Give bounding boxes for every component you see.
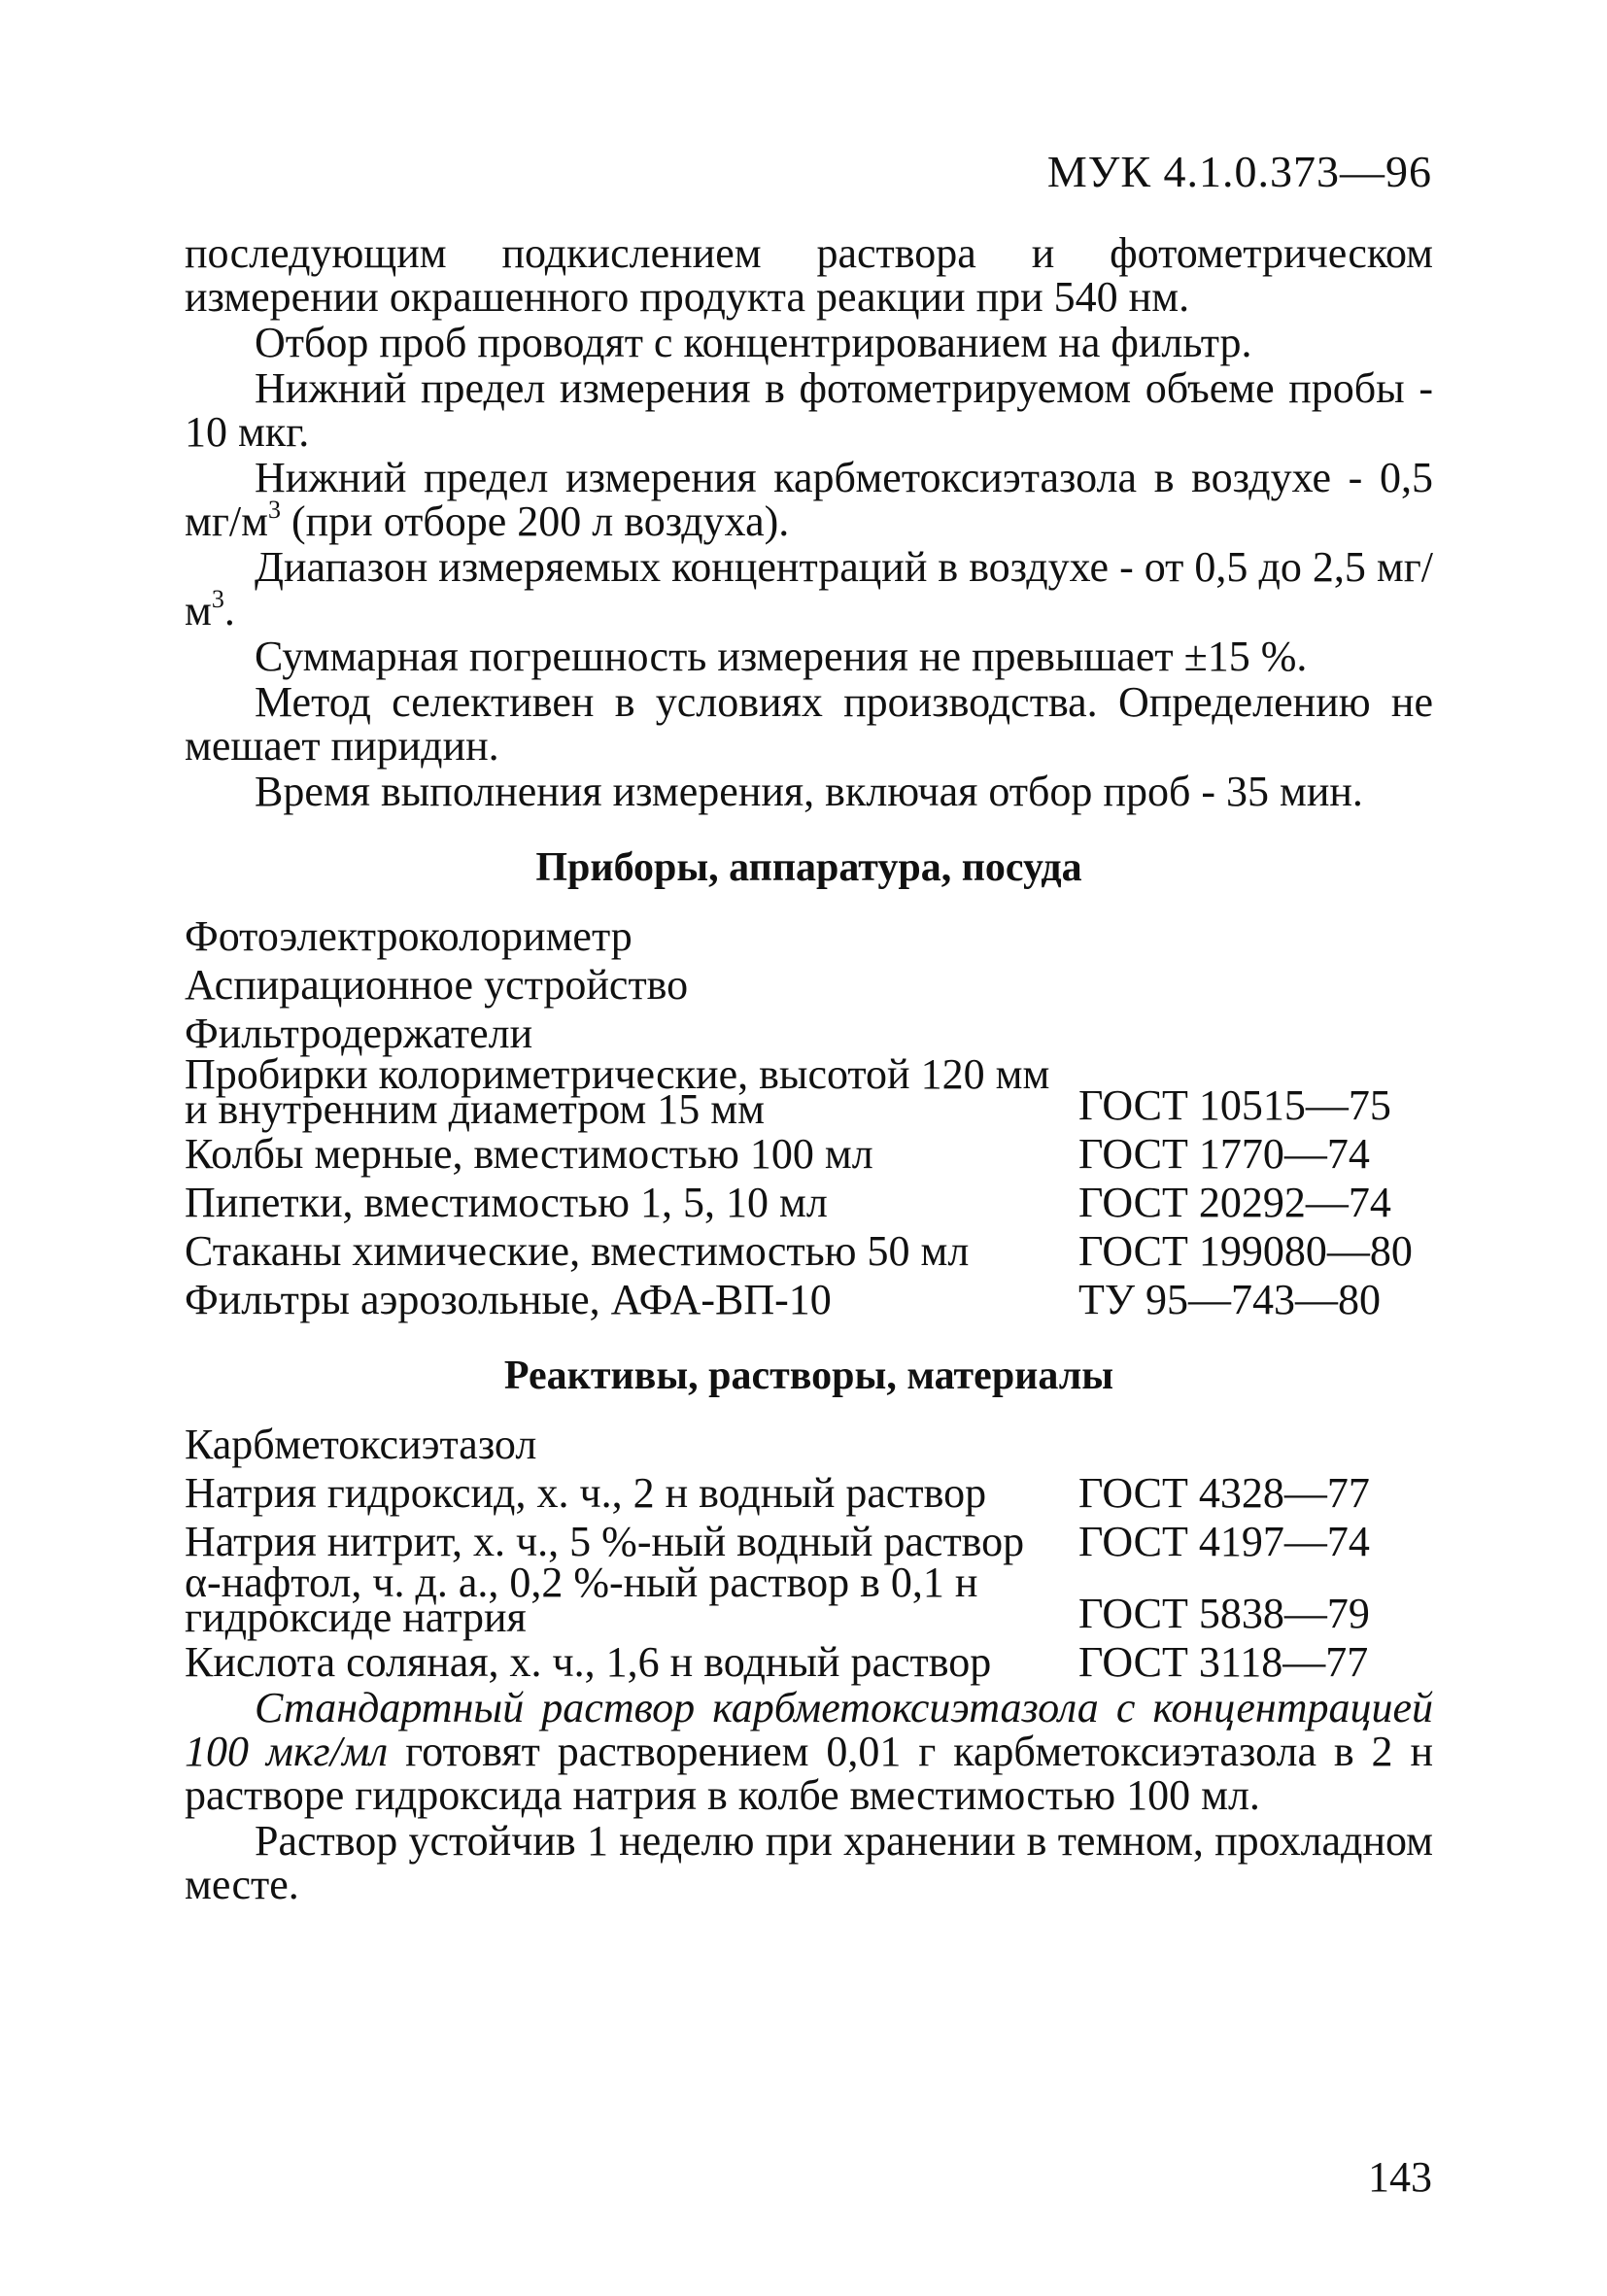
equipment-name: Фильтродержатели xyxy=(185,1010,533,1057)
equipment-row xyxy=(185,1178,1433,1224)
intro-paragraph-3: Нижний предел измерения в фотометрируемом объеме пробы - 10 мкг. xyxy=(185,364,1433,456)
equipment-standard: ГОСТ 10515—75 xyxy=(1078,1081,1391,1129)
equipment-row xyxy=(185,911,1433,958)
reagent-name: Карбметоксиэтазол xyxy=(185,1421,537,1468)
standard-solution-text: готовят растворением 0,01 г карбметоксиэтазола в 2 н растворе гидроксида натрия в колбе вместимостью 100 мл. xyxy=(185,1728,1433,1819)
error-paragraph: Суммарная погрешность измерения не превышает ±15 %. xyxy=(255,633,1308,680)
stability-paragraph: Раствор устойчив 1 неделю при хранении в темном, прохладном месте. xyxy=(185,1817,1433,1908)
reagent-row xyxy=(185,1468,1433,1515)
equipment-name: Колбы мерные, вместимостью 100 мл xyxy=(185,1130,873,1178)
reagent-row xyxy=(185,1559,1433,1641)
reagent-standard: ГОСТ 5838—79 xyxy=(1078,1590,1370,1637)
equipment-name: Пробирки колориметрические, высотой 120 мм и внутренним диаметром 15 мм xyxy=(185,1050,1050,1133)
equipment-row xyxy=(185,1050,1433,1133)
equipment-name: Фотоэлектроколориметр xyxy=(185,912,633,960)
reagent-row xyxy=(185,1517,1433,1563)
standard-solution-paragraph xyxy=(185,1686,1433,1817)
range-superscript: 3 xyxy=(211,585,224,613)
equipment-name: Аспирационное устройство xyxy=(185,961,689,1009)
equipment-row xyxy=(185,1275,1433,1321)
reagent-standard: ГОСТ 4328—77 xyxy=(1078,1469,1370,1517)
range-paragraph xyxy=(185,545,1433,633)
equipment-section-title: Приборы, аппаратура, посуда xyxy=(535,845,1082,890)
equipment-row xyxy=(185,1226,1433,1273)
intro-paragraph-2: Отбор проб проводят с концентрированием на фильтр. xyxy=(255,319,1252,366)
reagent-standard: ГОСТ 3118—77 xyxy=(1078,1638,1369,1686)
reagent-standard: ГОСТ 4197—74 xyxy=(1078,1518,1370,1565)
equipment-row xyxy=(185,1129,1433,1176)
page-body xyxy=(185,231,1433,1908)
reagent-name: Натрия нитрит, х. ч., 5 %-ный водный раствор xyxy=(185,1518,1025,1565)
duration-paragraph: Время выполнения измерения, включая отбор проб - 35 мин. xyxy=(255,768,1363,815)
lower-limit-paragraph xyxy=(185,456,1433,543)
reagent-name: Натрия гидроксид, х. ч., 2 н водный раствор xyxy=(185,1469,987,1517)
equipment-name: Фильтры аэрозольные, АФА-ВП-10 xyxy=(185,1276,832,1323)
lower-limit-text-end: (при отборе 200 л воздуха). xyxy=(280,497,790,545)
reagent-name: α-нафтол, ч. д. а., 0,2 %-ный раствор в 0,1 н гидроксиде натрия xyxy=(185,1559,978,1641)
lower-limit-superscript: 3 xyxy=(267,496,281,524)
document-code: МУК 4.1.0.373—96 xyxy=(1046,147,1432,196)
reagent-row xyxy=(185,1637,1433,1684)
reagents-section-title: Реактивы, растворы, материалы xyxy=(503,1354,1114,1398)
equipment-row xyxy=(185,960,1433,1007)
equipment-name: Стаканы химические, вместимостью 50 мл xyxy=(185,1227,970,1275)
intro-paragraph-1: последующим подкислением раствора и фотометрическом измерении окрашенного продукта реакции при 540 нм. xyxy=(185,229,1433,321)
selectivity-paragraph: Метод селективен в условиях производства. Определению не мешает пиридин. xyxy=(185,678,1433,770)
reagent-name: Кислота соляная, х. ч., 1,6 н водный раствор xyxy=(185,1638,992,1686)
equipment-name: Пипетки, вместимостью 1, 5, 10 мл xyxy=(185,1179,828,1226)
equipment-standard: ГОСТ 199080—80 xyxy=(1078,1227,1413,1275)
standard-solution-title: Стандартный раствор карбметоксиэтазола с концентрацией 100 мкг/мл xyxy=(185,1684,1433,1775)
reagent-row xyxy=(185,1420,1433,1466)
lower-limit-text: Нижний предел измерения карбметоксиэтазола в воздухе - 0,5 мг/м xyxy=(185,454,1433,545)
page-number: 143 xyxy=(1368,2153,1432,2201)
equipment-standard: ГОСТ 20292—74 xyxy=(1078,1179,1391,1226)
equipment-standard: ТУ 95—743—80 xyxy=(1078,1276,1382,1323)
equipment-row xyxy=(185,1009,1433,1055)
equipment-standard: ГОСТ 1770—74 xyxy=(1078,1130,1370,1178)
range-text: Диапазон измеряемых концентраций в воздухе - от 0,5 до 2,5 мг/м xyxy=(185,543,1433,634)
range-text-end: . xyxy=(223,587,235,634)
